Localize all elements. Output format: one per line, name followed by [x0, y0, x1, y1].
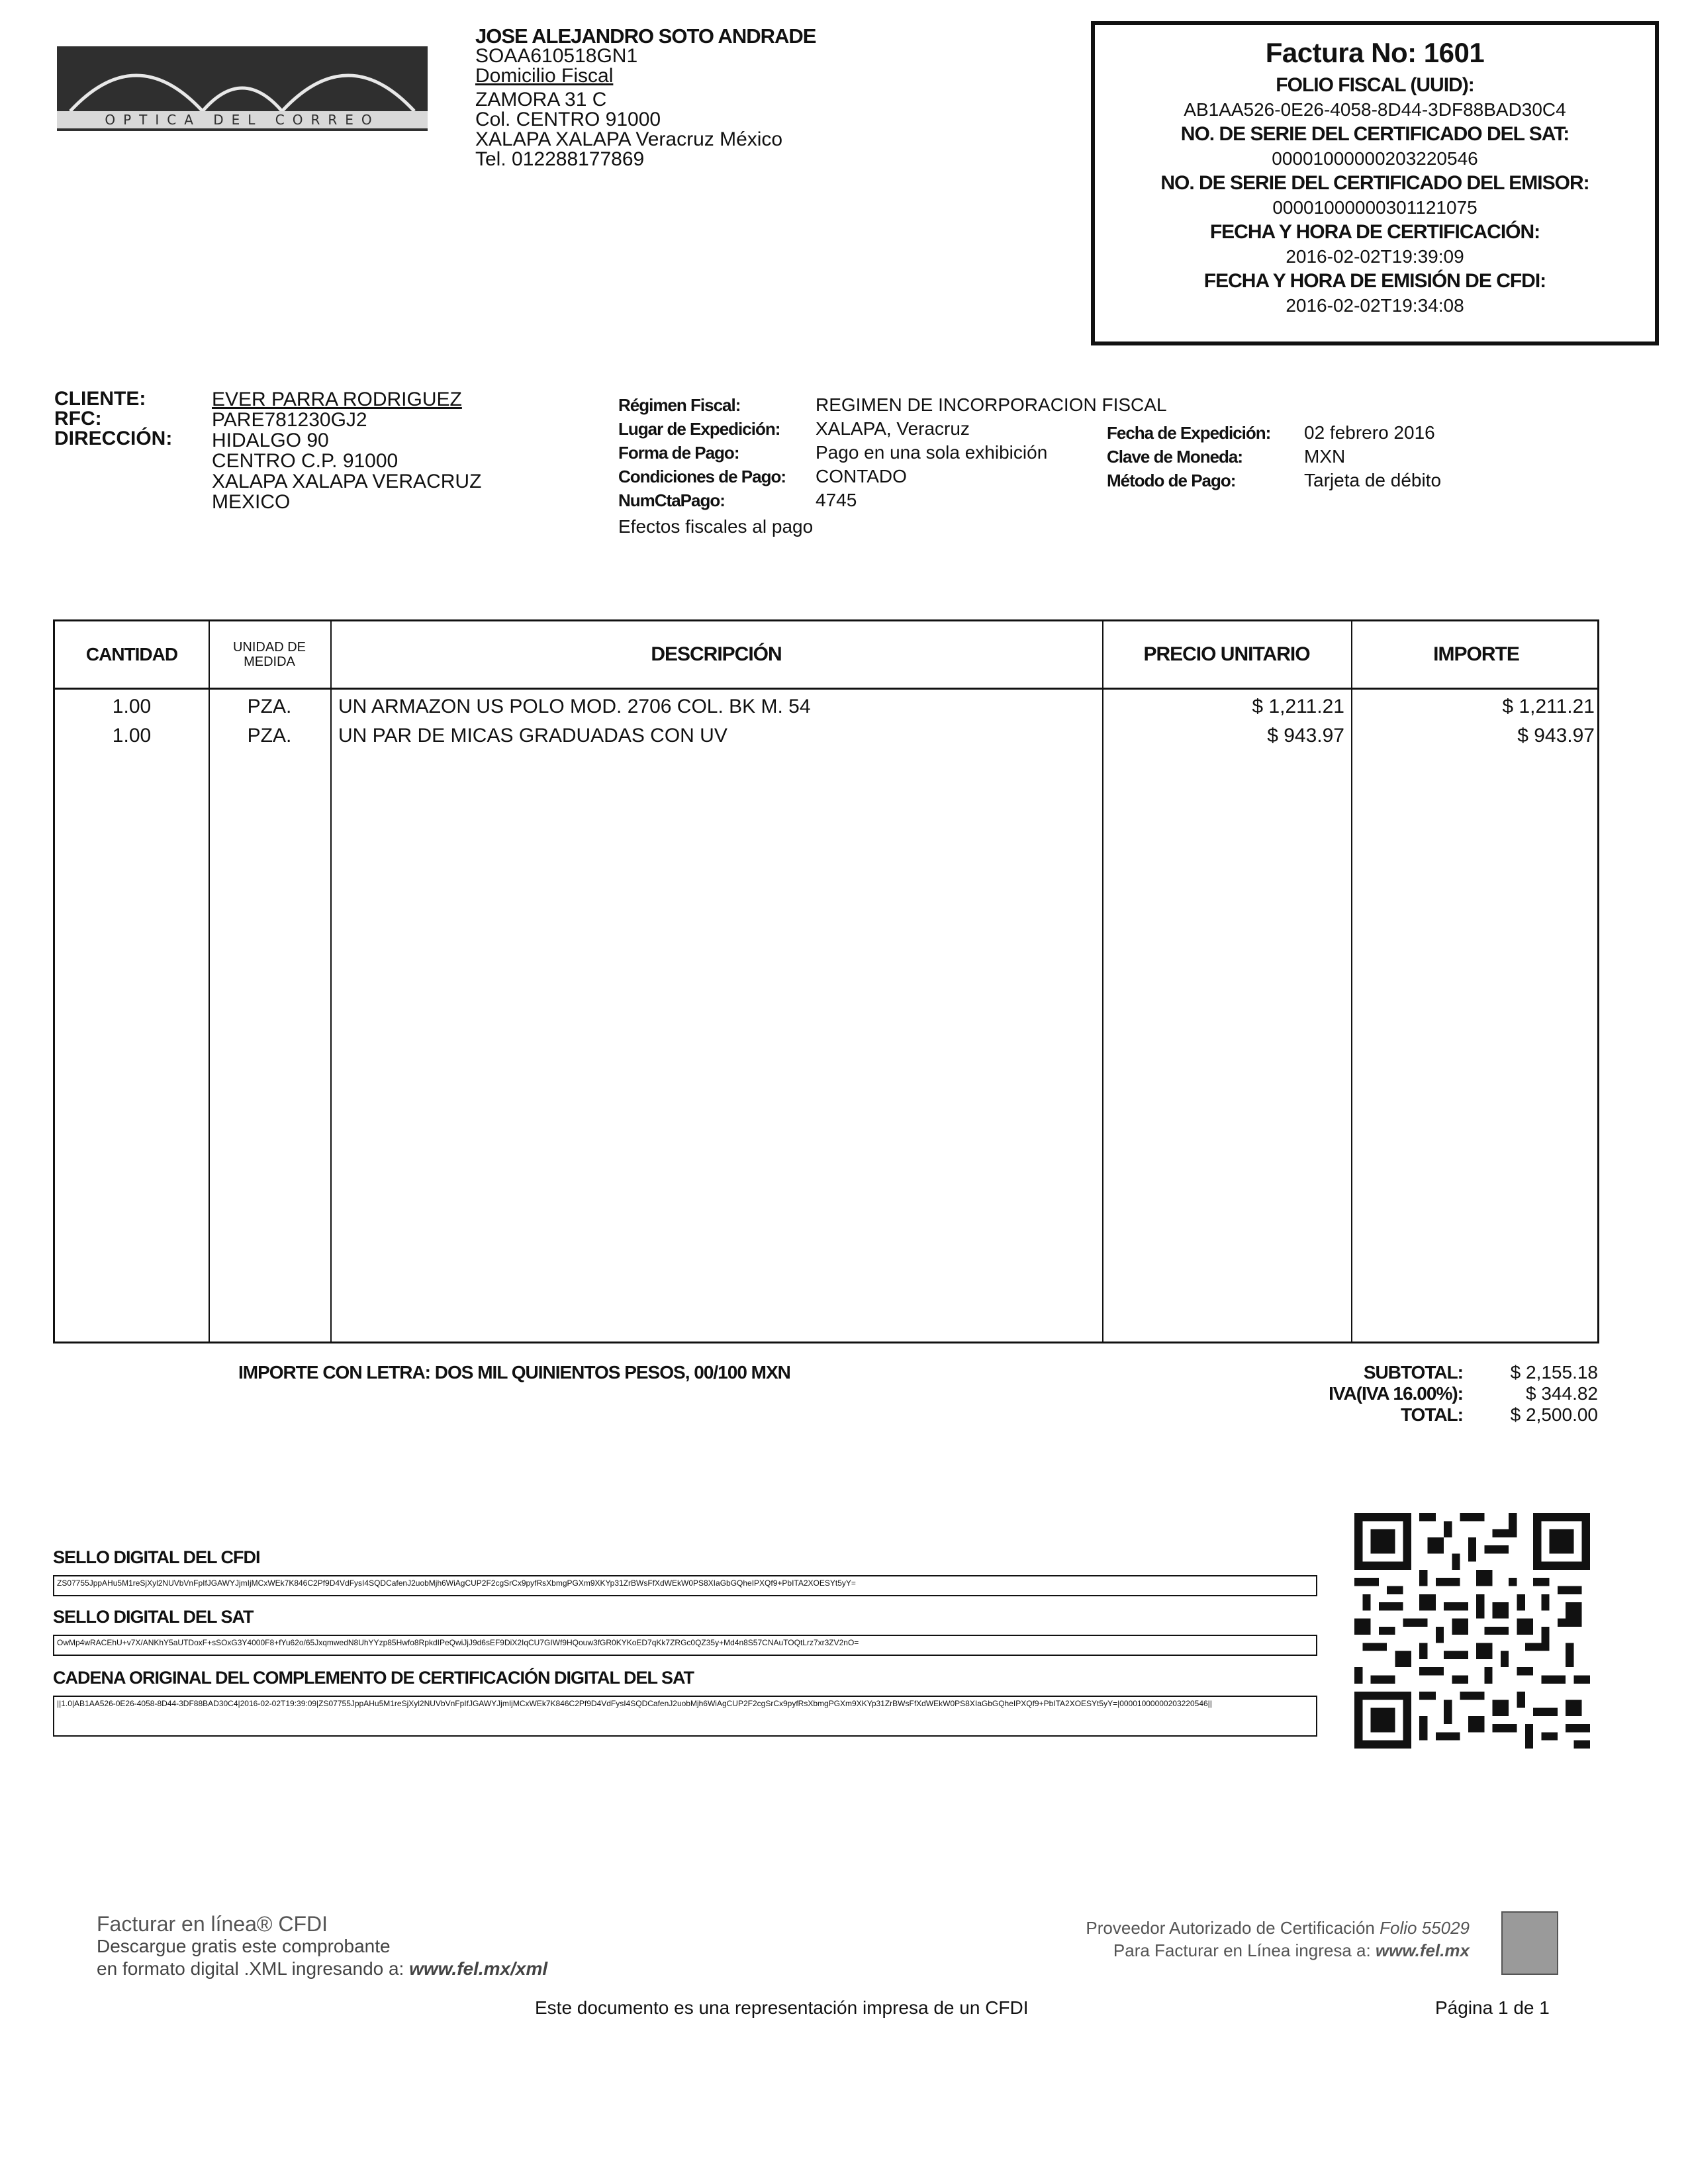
client-name: EVER PARRA RODRIGUEZ [212, 388, 462, 410]
condiciones-value: CONTADO [816, 466, 907, 486]
total-value: $ 2,500.00 [1510, 1404, 1598, 1425]
sello-cfdi-value: ZS07755JppAHu5M1reSjXyl2NUVbVnFpIfJGAWYJjmIjMCxWEk7K846C2Pf9D4VdFysI4SQDCafenJ2uobMjh6WiAgCUP2F2cgSrCx9pyfRsXbmgPGXm9XKYp31ZrBWsFfXdWEkW0PS8XIaGbGQheIPXQf9+PbITA2XOESYt5yY= [53, 1575, 1317, 1596]
regimen-label: Régimen Fiscal: [618, 395, 741, 415]
cadena-label: CADENA ORIGINAL DEL COMPLEMENTO DE CERTIFICACIÓN DIGITAL DEL SAT [53, 1668, 694, 1688]
proveedor-line [993, 1917, 1470, 1939]
moneda-row [1107, 445, 1441, 469]
client-address-line: CENTRO C.P. 91000 [212, 450, 399, 472]
client-label: CLIENTE: [54, 388, 146, 410]
optica-logo-icon [57, 46, 428, 131]
header-precio: PRECIO UNITARIO [1143, 643, 1310, 665]
proveedor-prefix: Proveedor Autorizado de Certificación [1086, 1918, 1380, 1938]
row-unidad: PZA. [247, 696, 292, 717]
direccion-label: DIRECCIÓN: [54, 428, 173, 449]
condiciones-label: Condiciones de Pago: [618, 467, 786, 486]
para-line [993, 1939, 1470, 1962]
client-labels [54, 389, 172, 449]
proveedor-folio: Folio 55029 [1380, 1918, 1470, 1938]
para-prefix: Para Facturar en Línea ingresa a: [1113, 1940, 1376, 1960]
items-table [53, 619, 1599, 1343]
row-cantidad: 1.00 [112, 696, 152, 717]
iva-label: IVA(IVA 16.00%): [1329, 1383, 1463, 1404]
invoice-header-box [1091, 21, 1659, 345]
footer-left [97, 1913, 547, 1980]
client-address-line: MEXICO [212, 491, 291, 513]
para-url-link[interactable]: www.fel.mx [1375, 1940, 1470, 1960]
qr-code-icon [1354, 1513, 1590, 1749]
header-importe: IMPORTE [1433, 643, 1519, 665]
client-rfc: PARE781230GJ2 [212, 409, 367, 431]
footer-right [993, 1917, 1470, 1962]
row-cantidad: 1.00 [112, 725, 152, 747]
formato-url-link[interactable]: www.fel.mx/xml [409, 1958, 548, 1979]
header-unidad: UNIDAD DE MEDIDA [232, 640, 306, 669]
fel-brand: Facturar en línea® CFDI [97, 1912, 328, 1936]
metodo-value: Tarjeta de débito [1304, 470, 1442, 490]
issuer-rfc: SOAA610518GN1 [475, 45, 638, 67]
issuer-name: JOSE ALEJANDRO SOTO ANDRADE [475, 24, 816, 48]
numcta-row [618, 488, 1167, 512]
iva-value: $ 344.82 [1526, 1383, 1598, 1404]
row-unidad: PZA. [247, 725, 292, 747]
client-address-line: HIDALGO 90 [212, 430, 329, 451]
folio-value: AB1AA526-0E26-4058-8D44-3DF88BAD30C4 [1184, 99, 1566, 120]
efectos-text: Efectos fiscales al pago [618, 516, 814, 537]
issuer-city: XALAPA XALAPA Veracruz México [475, 128, 783, 150]
sat-badge-icon [1501, 1911, 1558, 1975]
moneda-label: Clave de Moneda: [1107, 447, 1243, 467]
formato-line [97, 1958, 547, 1980]
header-descripcion: DESCRIPCIÓN [651, 643, 782, 665]
fiscal-details [618, 393, 1167, 539]
serie-emisor-value: 00001000000301121075 [1272, 197, 1477, 218]
formato-prefix: en formato digital .XML ingresando a: [97, 1958, 410, 1979]
descargue-text: Descargue gratis este comprobante [97, 1936, 391, 1956]
client-values [212, 389, 481, 512]
cadena-value: ||1.0|AB1AA526-0E26-4058-8D44-3DF88BAD30C4|2016-02-02T19:39:09|ZS07755JppAHu5M1reSjXyl2NUVbVnFpIfJGAWYJjmIjMCxWEk7K846C2Pf9D4VdFysI4SQDCafenJ2uobMjh6WiAgCUP2F2cgSrCx9pyfRsXbmgPGXm9XKYp31ZrBWsFfXdWEkW0PS8XIaGbGQheIPXQf9+PbITA2XOESYt5yY=|00001000000203220546|| [53, 1696, 1317, 1737]
row-descripcion: UN PAR DE MICAS GRADUADAS CON UV [338, 725, 727, 747]
moneda-value: MXN [1304, 446, 1346, 467]
fiscal-details-right [1107, 421, 1441, 492]
lugar-label: Lugar de Expedición: [618, 419, 780, 439]
issuer-tel: Tel. 012288177869 [475, 148, 645, 170]
column-divider [330, 621, 332, 1342]
page-number: Página 1 de 1 [1435, 1997, 1550, 2018]
sello-sat-value: OwMp4wRACEhU+v7X/ANKhY5aUTDoxF+sSOxG3Y4000F8+fYu62o/65JxqmwedN8UhYYzp85Hwfo8RpkdIPeQwiJjJ9d6sEF9DiX2IqCU7GIWf9HQouw3fGR0KYKoED7qKk7ZRGc0QZ35y+Md4n8S57CNAuTOQtLrz7xr3ZV2nO= [53, 1635, 1317, 1656]
issuer-domicilio-label: Domicilio Fiscal [475, 65, 614, 87]
metodo-label: Método de Pago: [1107, 471, 1236, 490]
fecha-emision-value: 2016-02-02T19:34:08 [1286, 295, 1464, 316]
fecha-cert-value: 2016-02-02T19:39:09 [1286, 246, 1464, 267]
row-importe: $ 943.97 [1517, 725, 1595, 747]
fecha-cert-label: FECHA Y HORA DE CERTIFICACIÓN: [1209, 221, 1540, 243]
totals-labels [1258, 1362, 1463, 1426]
subtotal-value: $ 2,155.18 [1510, 1362, 1598, 1383]
rfc-label: RFC: [54, 408, 102, 430]
issuer-block [475, 26, 816, 169]
condiciones-row [618, 465, 1167, 488]
lugar-row [618, 417, 1167, 441]
folio-label: FOLIO FISCAL (UUID): [1276, 74, 1474, 96]
client-address-line: XALAPA XALAPA VERACRUZ [212, 471, 482, 492]
regimen-row [618, 393, 1167, 417]
row-descripcion: UN ARMAZON US POLO MOD. 2706 COL. BK M. 54 [338, 696, 811, 717]
header-cantidad: CANTIDAD [85, 644, 178, 664]
header-divider [55, 688, 1597, 690]
numcta-label: NumCtaPago: [618, 490, 725, 510]
regimen-value: REGIMEN DE INCORPORACION FISCAL [816, 394, 1167, 415]
forma-label: Forma de Pago: [618, 443, 739, 463]
forma-value: Pago en una sola exhibición [816, 442, 1048, 463]
company-logo [57, 46, 428, 131]
row-precio: $ 943.97 [1267, 725, 1344, 747]
row-precio: $ 1,211.21 [1252, 696, 1344, 717]
numcta-value: 4745 [816, 490, 857, 510]
serie-sat-label: NO. DE SERIE DEL CERTIFICADO DEL SAT: [1180, 123, 1570, 145]
lugar-value: XALAPA, Veracruz [816, 418, 970, 439]
serie-emisor-label: NO. DE SERIE DEL CERTIFICADO DEL EMISOR: [1160, 172, 1589, 194]
fecha-emision-label: FECHA Y HORA DE EMISIÓN DE CFDI: [1203, 270, 1546, 292]
invoice-title: Factura No: 1601 [1265, 37, 1485, 68]
row-importe: $ 1,211.21 [1502, 696, 1595, 717]
totals-values [1476, 1362, 1598, 1426]
issuer-street: ZAMORA 31 C [475, 89, 607, 111]
fecha-row [1107, 421, 1441, 445]
importe-con-letra: IMPORTE CON LETRA: DOS MIL QUINIENTOS PESOS, 00/100 MXN [238, 1362, 790, 1383]
serie-sat-value: 00001000000203220546 [1272, 148, 1478, 169]
forma-row [618, 441, 1167, 465]
sello-sat-label: SELLO DIGITAL DEL SAT [53, 1607, 254, 1627]
fecha-value: 02 febrero 2016 [1304, 422, 1435, 443]
representacion-text: Este documento es una representación impresa de un CFDI [535, 1997, 1029, 2018]
subtotal-label: SUBTOTAL: [1363, 1362, 1463, 1383]
total-label: TOTAL: [1400, 1404, 1463, 1425]
svg-text:OPTICA DEL CORREO: OPTICA DEL CORREO [105, 112, 380, 128]
issuer-colonia: Col. CENTRO 91000 [475, 109, 661, 130]
sello-cfdi-label: SELLO DIGITAL DEL CFDI [53, 1547, 260, 1567]
metodo-row [1107, 469, 1441, 492]
fecha-label: Fecha de Expedición: [1107, 423, 1271, 443]
